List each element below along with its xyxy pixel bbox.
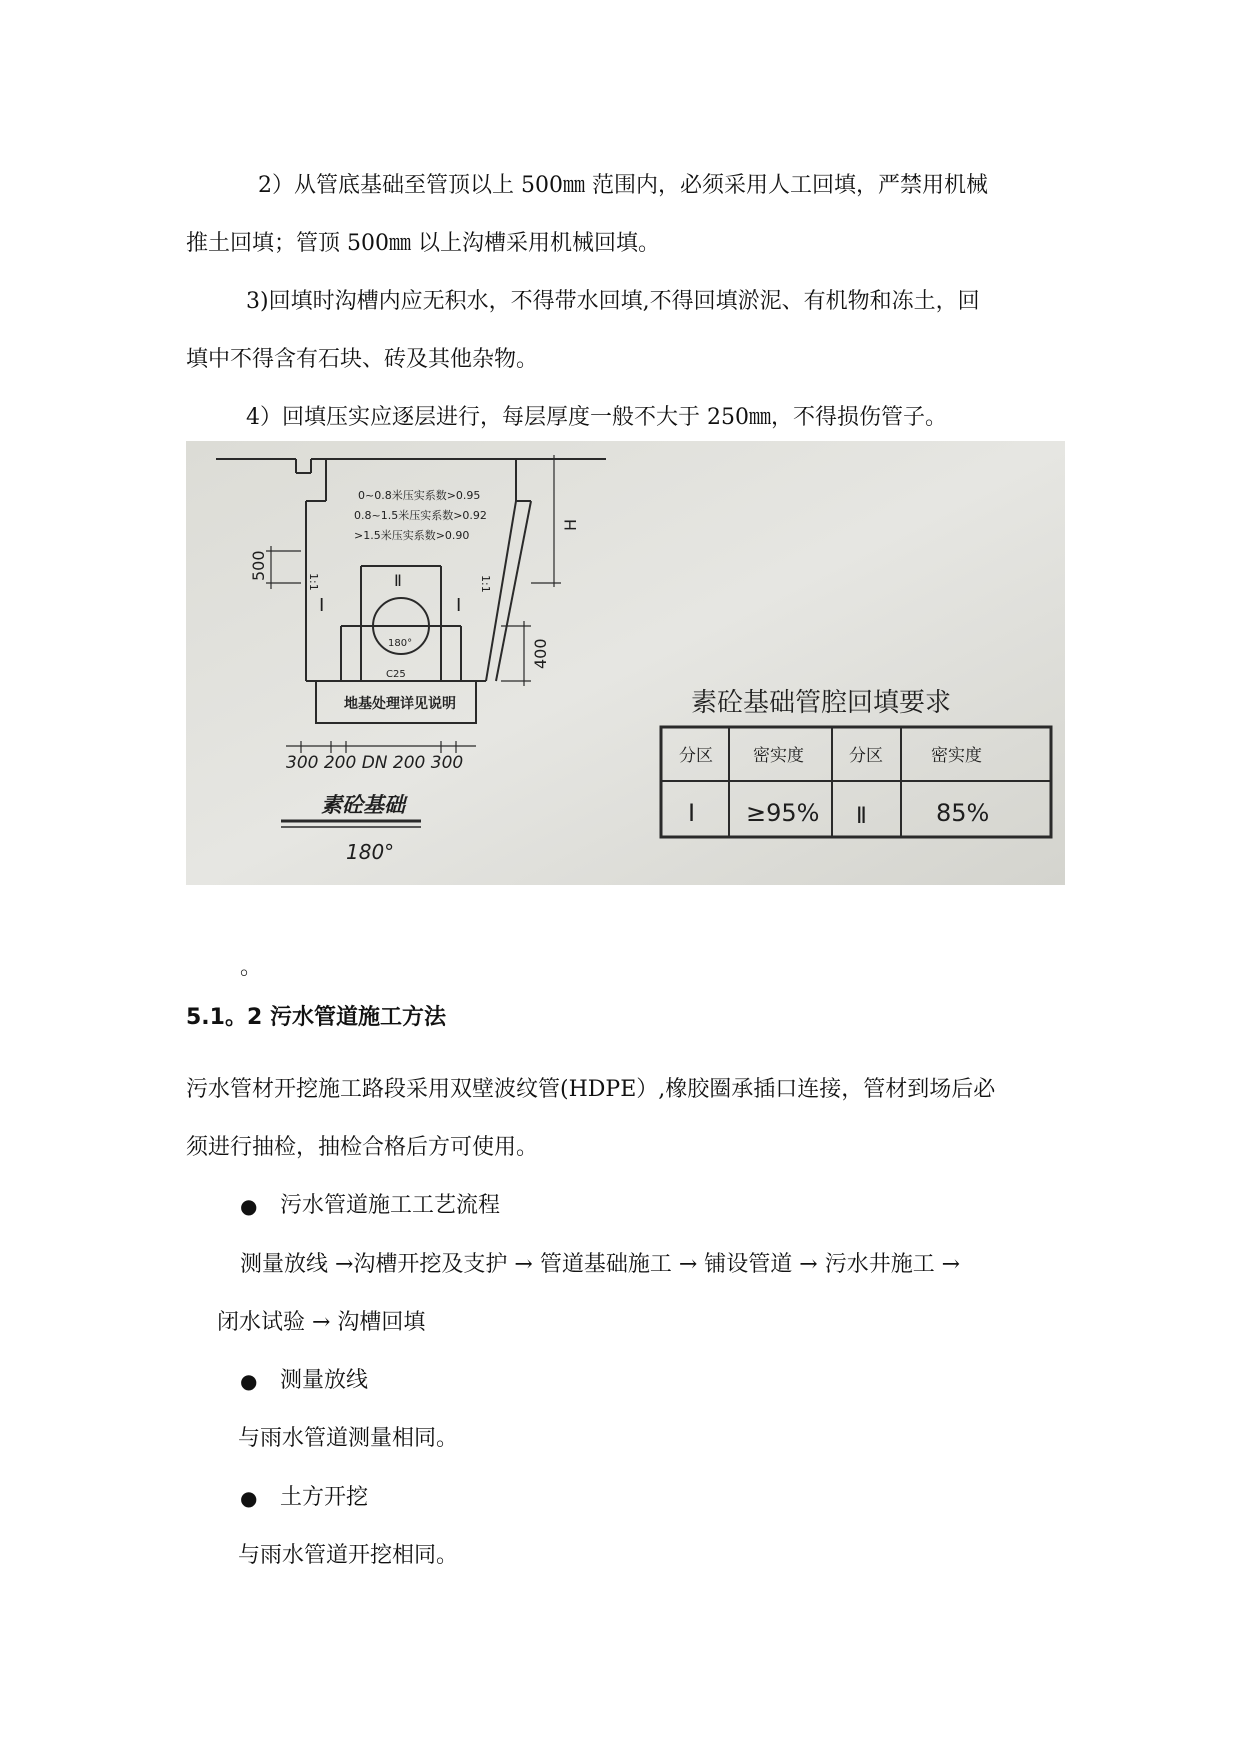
table-title: 素砼基础管腔回填要求 (691, 688, 952, 718)
foundation-note: 地基处理详见说明 (344, 696, 456, 712)
item3-line2: 填中不得含有石块、砖及其他杂物。 (186, 347, 539, 372)
bullet-dot-3: ● (240, 1486, 258, 1510)
trench-backfill-figure (186, 441, 1065, 885)
width-dims: 300 200 DN 200 300 (286, 753, 464, 773)
process-title: 污水管道施工工艺流程 (280, 1193, 501, 1218)
item2-line2: 推土回填；管顶 500㎜ 以上沟槽采用机械回填。 (186, 231, 660, 256)
slope-left: 1:1 (307, 573, 320, 591)
concrete-grade: C25 (386, 669, 406, 680)
pipe-angle: 180° (388, 638, 413, 649)
dim-400: 400 (531, 638, 550, 669)
compaction-label-2: 0.8~1.5米压实系数>0.92 (354, 509, 487, 522)
stray-mark: 。 (240, 955, 263, 980)
item2-line1: 2）从管底基础至管顶以上 500㎜ 范围内，必须采用人工回填，严禁用机械 (258, 173, 988, 198)
slope-right: 1:1 (479, 575, 492, 593)
dim-H: H (561, 518, 580, 531)
compaction-label-1: 0~0.8米压实系数>0.95 (358, 489, 481, 502)
table-cell-zone-1: I (688, 799, 696, 827)
item3-line1: 3)回填时沟槽内应无积水，不得带水回填,不得回填淤泥、有机物和冻土，回 (246, 289, 980, 314)
base-angle: 180° (346, 840, 395, 864)
base-title: 素砼基础 (321, 793, 405, 817)
dim-500: 500 (249, 550, 268, 581)
process-line2: 闭水试验 → 沟槽回填 (217, 1310, 426, 1335)
zone-I-right: I (456, 595, 462, 616)
intro-line2: 须进行抽检，抽检合格后方可使用。 (186, 1135, 539, 1160)
table-header-density-2: 密实度 (931, 746, 982, 766)
excavation-text: 与雨水管道开挖相同。 (238, 1543, 459, 1568)
table-header-zone-2: 分区 (849, 746, 883, 766)
survey-title: 测量放线 (280, 1368, 369, 1393)
table-cell-density-2: 85% (936, 799, 990, 827)
survey-text: 与雨水管道测量相同。 (238, 1426, 459, 1451)
zone-I-left: I (319, 595, 325, 616)
intro-line1: 污水管材开挖施工路段采用双壁波纹管(HDPE）,橡胶圈承插口连接，管材到场后必 (186, 1077, 996, 1102)
table-cell-density-1: ≥95% (746, 799, 820, 827)
table-cell-zone-2: Ⅱ (856, 804, 867, 829)
bullet-dot-2: ● (240, 1369, 258, 1393)
process-line1: 测量放线 →沟槽开挖及支护 → 管道基础施工 → 铺设管道 → 污水井施工 → (240, 1252, 961, 1277)
item4-line1: 4）回填压实应逐层进行，每层厚度一般不大于 250㎜，不得损伤管子。 (246, 405, 947, 430)
table-header-zone-1: 分区 (679, 746, 713, 766)
zone-II: Ⅱ (394, 571, 402, 590)
excavation-title: 土方开挖 (280, 1485, 369, 1510)
section-heading: 5.1。2 污水管道施工方法 (186, 1005, 446, 1030)
table-header-density-1: 密实度 (753, 746, 804, 766)
compaction-label-3: >1.5米压实系数>0.90 (354, 529, 470, 542)
bullet-dot-1: ● (240, 1194, 258, 1218)
